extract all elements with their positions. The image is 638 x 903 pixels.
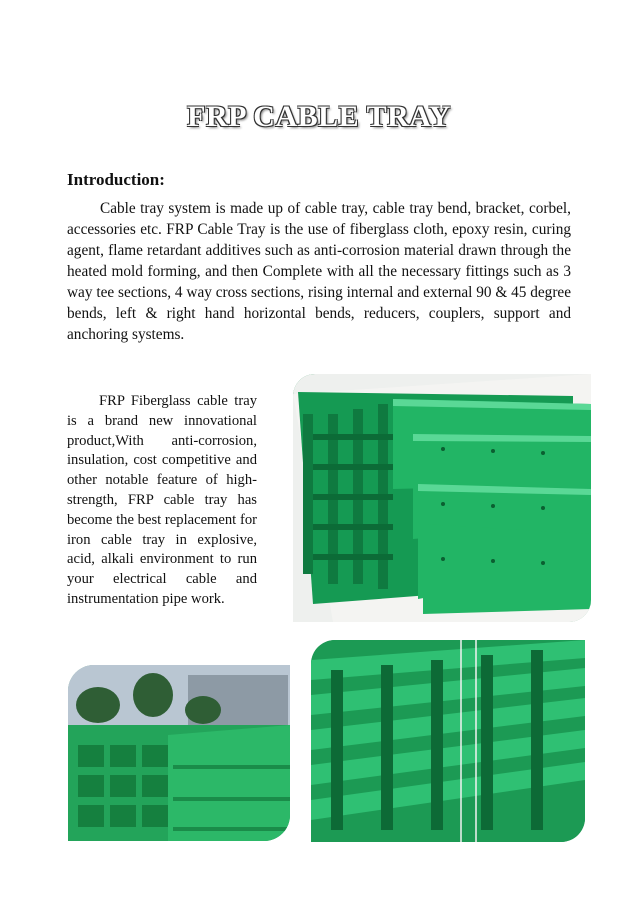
cable-tray-stack-photo: [293, 374, 591, 622]
intro-paragraph: Cable tray system is made up of cable tray, cable tray bend, bracket, corbel, accessories etc. FRP Cable Tray is the use of fiberglass cloth, epoxy resin, curing agent, flame retardant additives such as anti-corrosion material drawn through the heated mold forming, and then Complete with all the necessary fittings such as 3 way tee sections, 4 way cross sections, rising internal and external 90 & 45 degree bends, left & right hand horizontal bends, reducers, couplers, support and anchoring systems.: [67, 200, 571, 343]
product-description-paragraph: FRP Fiberglass cable tray is a brand new innovational product,With anti-corrosion, insulation, cost competitive and other notable feature of high-strength, FRP cable tray has become the best replacement for iron cable tray in explosive, acid, alkali environment to run your electrical cable and instrumentation pipe work.: [67, 393, 257, 607]
intro-heading: Introduction:: [67, 170, 165, 189]
page-title: FRP CABLE TRAY: [187, 100, 451, 133]
trough-cable-tray-photo: [68, 665, 290, 841]
ladder-cable-tray-bundle-photo: [311, 640, 585, 842]
